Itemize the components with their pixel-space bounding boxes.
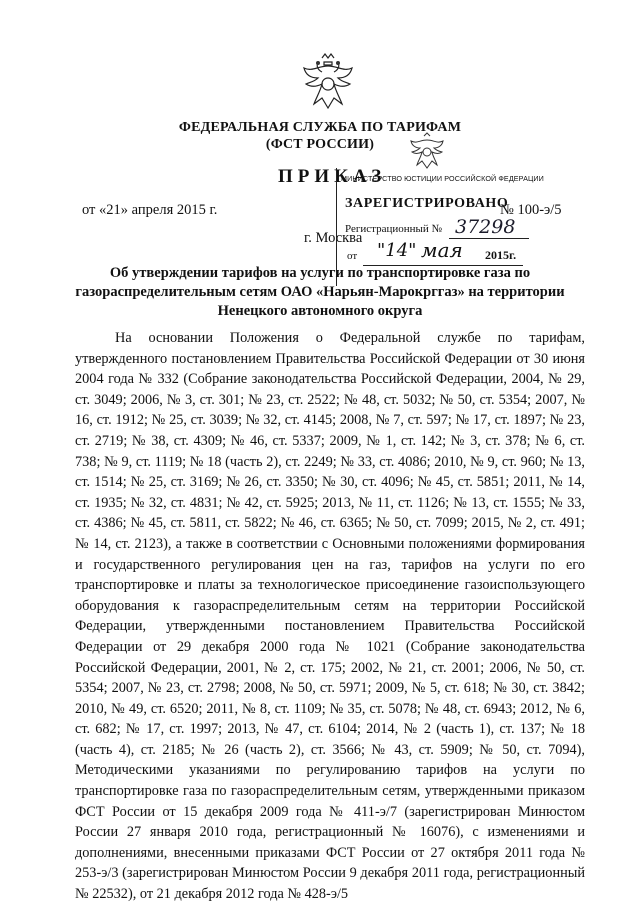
stamp-emblem-icon (409, 132, 445, 170)
stamp-year: 2015г. (485, 248, 517, 262)
order-date: от «21» апреля 2015 г. (82, 202, 218, 218)
title-line: Ненецкого автономного округа (217, 303, 423, 319)
stamp-month: мая (421, 238, 463, 262)
stamp-ministry: МИНИСТЕРСТВО ЮСТИЦИИ РОССИЙСКОЙ ФЕДЕРАЦИИ (341, 174, 544, 183)
order-city: г. Москва (304, 230, 363, 246)
stamp-reg-number: 37298 (455, 216, 516, 238)
coat-of-arms-icon (300, 52, 356, 114)
stamp-heading: ЗАРЕГИСТРИРОВАНО (345, 196, 509, 211)
document-title (60, 264, 580, 321)
order-title: ПРИКАЗ (278, 166, 387, 187)
agency-abbreviation: (ФСТ РОССИИ) (265, 137, 375, 152)
stamp-reg-label: Регистрационный № (345, 223, 443, 235)
order-number: № 100-э/5 (500, 202, 562, 218)
body-paragraph: На основании Положения о Федеральной службе по тарифам, утвержденного постановлением Правительства Российской Федерации от 30 июня 2004 года № 332 (Собрание законодательства Российской Федерации, 2004, № 29, ст. 3049; 2006, № 3, ст. 301; № 23, ст. 2522; № 48, ст. 5032; № 50, ст. 5354; 2007, № 16, ст. 1912; № 25, ст. 3039; № 32, ст. 4145; 2008, № 7, ст. 597; № 17, ст. 1897; № 23, ст. 2719; № 38, ст. 4309; № 46, ст. 5337; 2009, № 1, ст. 142; № 3, ст. 378; № 6, ст. 738; № 9, ст. 1119; № 18 (часть 2), ст. 2249; № 33, ст. 4086; 2010, № 9, ст. 960; № 13, ст. 1514; № 25, ст. 3169; № 26, ст. 3350; № 30, ст. 4096; № 45, ст. 5851; 2011, № 14, ст. 1935; № 32, ст. 4831; № 42, ст. 5925; 2013, № 11, ст. 1126; № 13, ст. 1555; № 33, ст. 4386; № 45, ст. 5811, ст. 5822; № 46, ст. 6365; № 50, ст. 7099; 2015, № 2, ст. 491; № 14, ст. 2123), а также в соответствии с Основными положениями формирования и государственного регулирования цен на газ, тарифов на услуги по его транспортировке и платы за технологическое присоединение газоиспользующего оборудования к газораспределительным сетям на территории Российской Федерации, утвержденными постановлением Правительства Российской Федерации от 29 декабря 2000 года № 1021 (Собрание законодательства Российской Федерации, 2001, № 2, ст. 175; 2002, № 21, ст. 2001; 2006, № 50, ст. 5354; 2007, № 23, ст. 2798; 2008, № 50, ст. 5971; 2009, № 5, ст. 618; № 30, ст. 3842; 2010, № 49, ст. 6520; 2011, № 8, ст. 1109; № 35, ст. 5078; № 48, ст. 6943; 2012, № 6, ст. 682; № 17, ст. 1997; 2013, № 47, ст. 6104; 2014, № 2 (часть 1), ст. 137; № 18 (часть 4), ст. 2185; № 26 (часть 2), ст. 3566; № 43, ст. 5909; № 50, ст. 7094), Методическими указаниями по регулированию тарифов на услуги по транспортировке газа по газораспределительным сетям, утвержденными приказом ФСТ России от 15 декабря 2009 года № 411-э/7 (зарегистрирован Минюстом России 27 января 2010 года, регистрационный № 16076), с изменениями и дополнениями, внесенными приказами ФСТ России от 27 октября 2011 года № 253-э/3 (зарегистрирован Минюстом России 9 декабря 2011 года, регистрационный № 22532), от 21 декабря 2012 года № 428-э/5 (75, 330, 585, 903)
agency-name: ФЕДЕРАЛЬНАЯ СЛУЖБА ПО ТАРИФАМ (178, 120, 462, 135)
stamp-from-label: от (347, 250, 358, 262)
title-line: Об утверждении тарифов на услуги по транспортировке газа по (109, 265, 531, 281)
title-line: газораспределительным сетям ОАО «Нарьян-Марокрггаз» на территории (75, 284, 565, 300)
stamp-day: "14" (377, 240, 417, 261)
